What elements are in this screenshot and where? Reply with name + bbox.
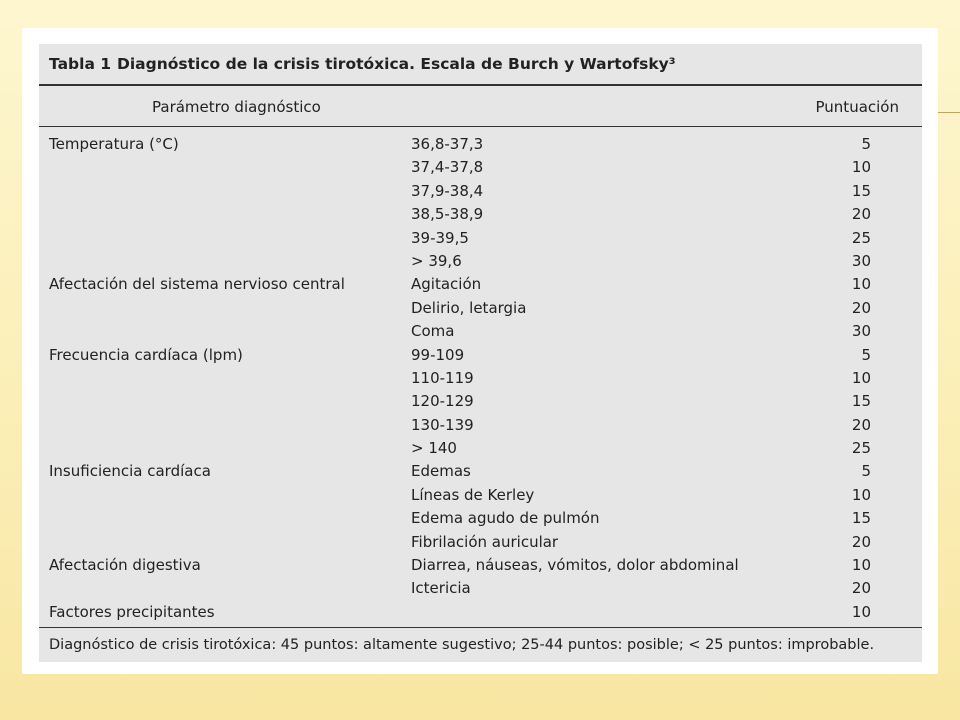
- table-number: Tabla 1: [49, 55, 112, 73]
- table-footer: Diagnóstico de crisis tirotóxica: 45 puntos: altamente sugestivo; 25-44 puntos: posible; < 25 puntos: improbable.: [49, 637, 875, 653]
- row-score: 30: [851, 251, 871, 270]
- row-value: Edemas: [411, 462, 471, 481]
- row-value: 110-119: [411, 368, 474, 387]
- table-header: [39, 88, 922, 124]
- score-table: [39, 44, 922, 662]
- row-score: 20: [851, 532, 871, 551]
- row-value: 36,8-37,3: [411, 135, 484, 153]
- row-parameter: Factores precipitantes: [49, 602, 215, 621]
- row-score: 10: [851, 602, 871, 621]
- row-score: 25: [851, 228, 871, 247]
- table-row: [39, 250, 922, 273]
- row-value: 38,5-38,9: [411, 205, 484, 224]
- table-row: [39, 344, 922, 367]
- row-parameter: Frecuencia cardíaca (lpm): [49, 345, 243, 364]
- table-row: [39, 297, 922, 320]
- row-score: 20: [851, 298, 871, 317]
- row-score: 15: [851, 509, 871, 528]
- table-row: [39, 507, 922, 530]
- row-value: 37,9-38,4: [411, 181, 484, 200]
- table-row: [39, 414, 922, 437]
- header-score: Puntuación: [815, 98, 899, 116]
- table-row: [39, 180, 922, 203]
- row-parameter: Insuficiencia cardíaca: [49, 462, 211, 481]
- title-rule: [39, 84, 922, 86]
- table-row: [39, 577, 922, 600]
- table-row: [39, 133, 922, 156]
- row-value: 39-39,5: [411, 228, 469, 247]
- table-row: [39, 320, 922, 343]
- row-score: 15: [851, 392, 871, 411]
- table-title: Diagnóstico de la crisis tirotóxica. Escala de Burch y Wartofsky³: [117, 55, 676, 73]
- table-row: [39, 156, 922, 179]
- table-row: [39, 203, 922, 226]
- row-value: > 39,6: [411, 251, 462, 270]
- table-row: [39, 227, 922, 250]
- table-row: [39, 437, 922, 460]
- row-value: 130-139: [411, 415, 474, 434]
- row-value: Líneas de Kerley: [411, 485, 535, 504]
- table-row: [39, 484, 922, 507]
- table-row: [39, 601, 922, 624]
- table-row: [39, 531, 922, 554]
- row-value: Fibrilación auricular: [411, 532, 559, 551]
- row-parameter: Afectación digestiva: [49, 556, 201, 575]
- row-parameter: Temperatura (°C): [49, 135, 179, 153]
- table-body: [39, 133, 922, 624]
- row-score: 10: [851, 158, 871, 177]
- row-score: 5: [861, 135, 871, 153]
- row-value: 99-109: [411, 345, 465, 364]
- row-score: 10: [851, 368, 871, 387]
- row-value: Delirio, letargia: [411, 298, 527, 317]
- table-row: [39, 390, 922, 413]
- header-parameter: Parámetro diagnóstico: [152, 98, 321, 116]
- row-value: 120-129: [411, 392, 474, 411]
- row-value: Agitación: [411, 275, 482, 294]
- row-score: 20: [851, 205, 871, 224]
- row-score: 10: [851, 275, 871, 294]
- row-value: Ictericia: [411, 579, 471, 598]
- table-row: [39, 273, 922, 296]
- header-rule: [39, 126, 922, 127]
- table-row: [39, 367, 922, 390]
- row-score: 10: [851, 485, 871, 504]
- row-value: Coma: [411, 322, 455, 341]
- table-row: [39, 554, 922, 577]
- row-score: 5: [861, 462, 871, 481]
- footer-rule: [39, 627, 922, 628]
- table-title-row: [39, 44, 922, 84]
- row-value: 37,4-37,8: [411, 158, 484, 177]
- row-score: 20: [851, 579, 871, 598]
- row-value: Diarrea, náuseas, vómitos, dolor abdominal: [411, 556, 739, 575]
- row-score: 30: [851, 322, 871, 341]
- row-value: Edema agudo de pulmón: [411, 509, 600, 528]
- row-score: 5: [861, 345, 871, 364]
- row-score: 10: [851, 556, 871, 575]
- row-value: > 140: [411, 439, 457, 458]
- row-score: 25: [851, 439, 871, 458]
- row-score: 20: [851, 415, 871, 434]
- row-score: 15: [851, 181, 871, 200]
- row-parameter: Afectación del sistema nervioso central: [49, 275, 345, 294]
- table-row: [39, 460, 922, 483]
